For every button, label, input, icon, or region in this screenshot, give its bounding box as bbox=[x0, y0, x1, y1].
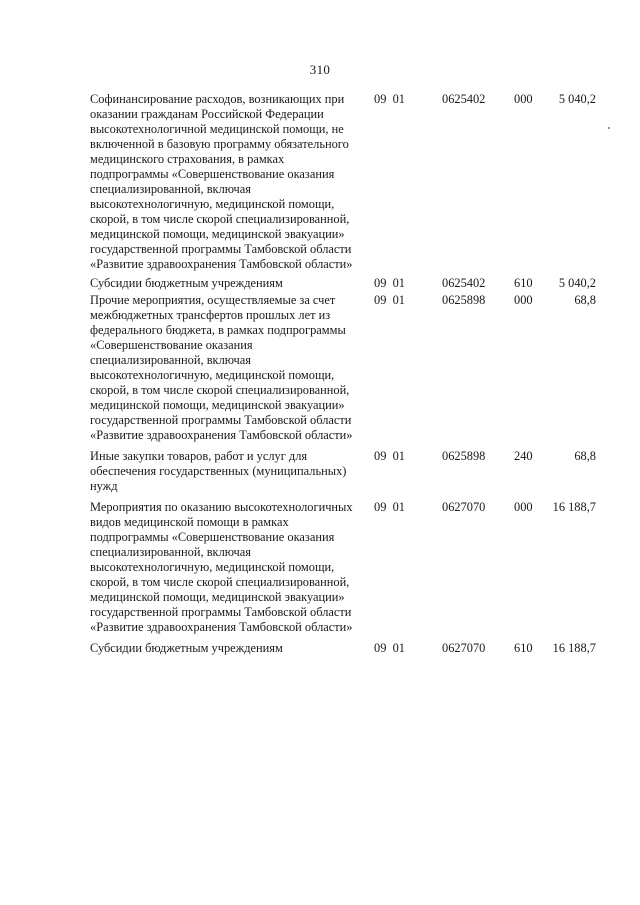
table-row bbox=[90, 92, 600, 272]
scan-speck bbox=[608, 127, 610, 129]
row-description: Мероприятия по оказанию высокотехнологичных видов медицинской помощи в рамках подпрограммы «Совершенствование оказания специализированной, включая высокотехнологичную, медицинской помощи, скорой, в том числе скорой специализированной, медицинской помощи, медицинской эвакуации» государственной программы Тамбовской области «Развитие здравоохранения Тамбовской области» bbox=[90, 500, 353, 634]
row-amount: 68,8 bbox=[574, 449, 596, 463]
row-target-code: 0625898 bbox=[442, 449, 486, 463]
row-description: Прочие мероприятия, осуществляемые за счет межбюджетных трансфертов прошлых лет из федерального бюджета, в рамках подпрограммы «Совершенствование оказания специализированной, включая высокотехнологичную, медицинской помощи, скорой, в том числе скорой специализированной, медицинской помощи, медицинской эвакуации» государственной программы Тамбовской области «Развитие здравоохранения Тамбовской области» bbox=[90, 293, 353, 442]
row-target-code: 0627070 bbox=[442, 641, 486, 655]
row-amount: 16 188,7 bbox=[552, 641, 596, 655]
row-section-code: 09 01 bbox=[374, 293, 405, 307]
row-description: Субсидии бюджетным учреждениям bbox=[90, 276, 283, 290]
row-description: Софинансирование расходов, возникающих при оказании гражданам Российской Федерации высокотехнологичной медицинской помощи, не включенной в базовую программу обязательного медицинского страхования, в рамках подпрограммы «Совершенствование оказания специализированной, включая высокотехнологичную, медицинской помощи, скорой, в том числе скорой специализированной, медицинской помощи, медицинской эвакуации» государственной программы Тамбовской области «Развитие здравоохранения Тамбовской области» bbox=[90, 92, 353, 271]
row-description: Субсидии бюджетным учреждениям bbox=[90, 641, 283, 655]
row-section-code: 09 01 bbox=[374, 449, 405, 463]
row-amount: 68,8 bbox=[574, 293, 596, 307]
row-target-code: 0627070 bbox=[442, 500, 486, 514]
table-row bbox=[90, 500, 600, 635]
row-expense-kind: 000 bbox=[514, 293, 533, 307]
row-expense-kind: 610 bbox=[514, 276, 533, 290]
row-section-code: 09 01 bbox=[374, 500, 405, 514]
row-amount: 5 040,2 bbox=[558, 276, 596, 290]
row-amount: 16 188,7 bbox=[552, 500, 596, 514]
row-expense-kind: 240 bbox=[514, 449, 533, 463]
table-row bbox=[90, 449, 600, 494]
row-target-code: 0625402 bbox=[442, 92, 486, 106]
row-section-code: 09 01 bbox=[374, 641, 405, 655]
table-row bbox=[90, 276, 600, 291]
row-description: Иные закупки товаров, работ и услуг для обеспечения государственных (муниципальных) нужд bbox=[90, 449, 347, 493]
table-row bbox=[90, 293, 600, 443]
row-section-code: 09 01 bbox=[374, 92, 405, 106]
row-target-code: 0625898 bbox=[442, 293, 486, 307]
row-amount: 5 040,2 bbox=[558, 92, 596, 106]
row-expense-kind: 610 bbox=[514, 641, 533, 655]
page-number: 310 bbox=[309, 62, 331, 77]
row-expense-kind: 000 bbox=[514, 92, 533, 106]
table-row bbox=[90, 641, 600, 656]
budget-table bbox=[90, 92, 600, 659]
row-section-code: 09 01 bbox=[374, 276, 405, 290]
row-expense-kind: 000 bbox=[514, 500, 533, 514]
row-target-code: 0625402 bbox=[442, 276, 486, 290]
